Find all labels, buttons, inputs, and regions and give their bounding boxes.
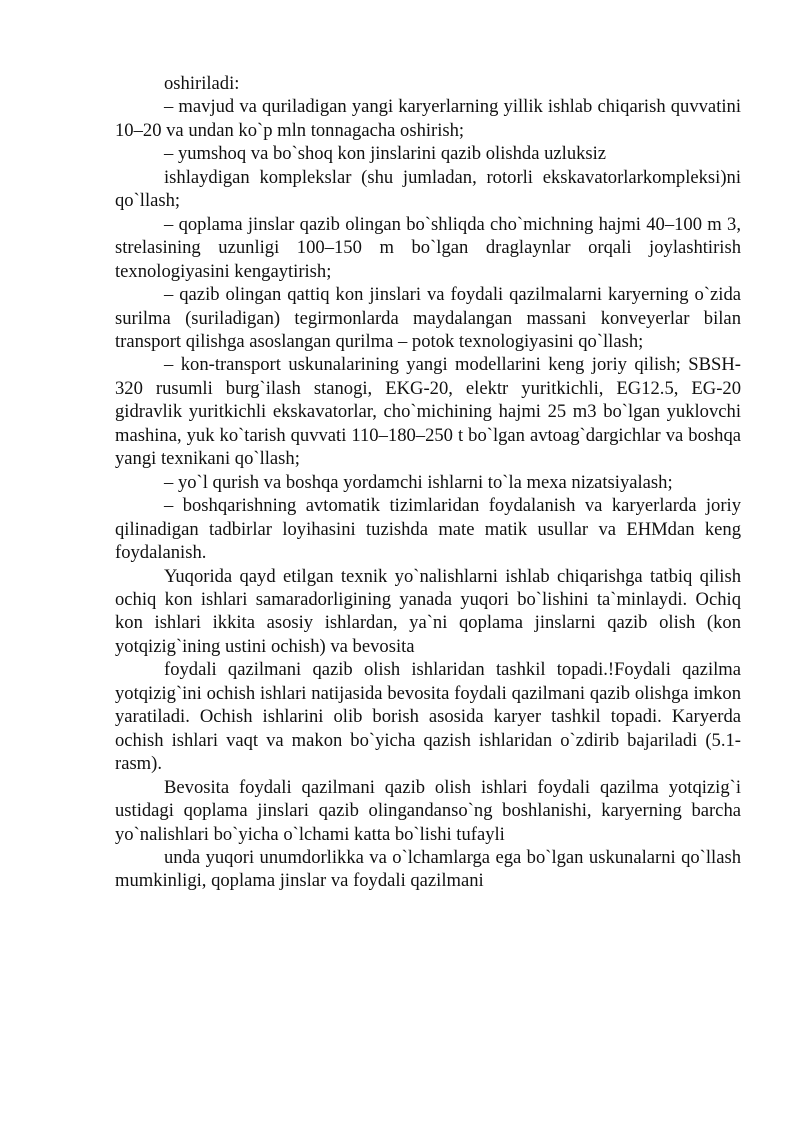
paragraph: – yo`l qurish va boshqa yordamchi ishlarni to`la mexa nizatsiyalash; xyxy=(164,471,673,493)
paragraph: ishlaydigan komplekslar (shu jumladan, rotorli ekskavatorlarkompleksi)ni qo`llash; xyxy=(115,166,741,212)
paragraph: – qazib olingan qattiq kon jinslari va foydali qazilmalarni karyerning o`zida surilma (suriladigan) tegirmonlarda maydalangan massani konveyerlar bilan transport qilishga asoslangan qurilma – potok texnologiyasini qo`llash; xyxy=(115,284,741,352)
document-page xyxy=(115,72,741,893)
paragraph: – yumshoq va bo`shoq kon jinslarini qazib olishda uzluksiz xyxy=(164,143,607,165)
paragraph: – kon-transport uskunalarining yangi modellarini keng joriy qilish; SBSH-320 rusumli burg`ilash stanogi, EKG-20, elektr yuritkichli, EG12.5, EG-20 gidravlik yuritkichli ekskavatorlar, cho`michining hajmi 25 m3 bo`lgan yuklovchi mashina, yuk ko`tarish quvvati 110–180–250 t bo`lgan avtoag`dargichlar va boshqa yangi texnikani qo`llash; xyxy=(115,354,741,470)
paragraph: – boshqarishning avtomatik tizimlaridan foydalanish va karyerlarda joriy qilinadigan tadbirlar loyihasini tuzishda mate matik usullar va EHMdan keng foydalanish. xyxy=(115,495,741,564)
paragraph: foydali qazilmani qazib olish ishlaridan tashkil topadi.!Foydali qazilma yotqizig`ini ochish ishlari natijasida bevosita foydali qazilmani qazib olishga imkon yaratiladi. Ochish ishlarini olib borish asosida karyer tashkil topadi. Karyerda ochish ishlari vaqt va makon bo`yicha qazish ishlaridan o`zdirib bajariladi (5.1- rasm). xyxy=(115,659,741,775)
paragraph: Bevosita foydali qazilmani qazib olish ishlari foydali qazilma yotqizig`i ustidagi qoplama jinslari qazib olingandanso`ng boshlanishi, karyerning barcha yo`nalishlari bo`yicha o`lchami katta bo`lishi tufayli xyxy=(115,776,741,845)
paragraph: – mavjud va quriladigan yangi karyerlarning yillik ishlab chiqarish quvvatini 10–20 va undan ko`p mln tonnagacha oshirish; xyxy=(115,96,741,141)
paragraph: unda yuqori unumdorlikka va o`lchamlarga ega bo`lgan uskunalarni qo`llash mumkinligi, qoplama jinslar va foydali qazilmani xyxy=(115,846,741,892)
paragraph: Yuqorida qayd etilgan texnik yo`nalishlarni ishlab chiqarishga tatbiq qilish ochiq kon ishlari samaradorligining yanada yuqori bo`lishini ta`minlaydi. Ochiq kon ishlari ikkita asosiy ishlardan, ya`ni qoplama jinslarni qazib olish (kon yotqizig`ining ustini ochish) va bevosita xyxy=(115,565,741,657)
paragraph: oshiriladi: xyxy=(164,73,240,94)
paragraph: – qoplama jinslar qazib olingan bo`shliqda cho`michning hajmi 40–100 m 3, strelasining uzunligi 100–150 m bo`lgan draglaynlar orqali joylashtirish texnologiyasini kengaytirish; xyxy=(115,213,741,282)
